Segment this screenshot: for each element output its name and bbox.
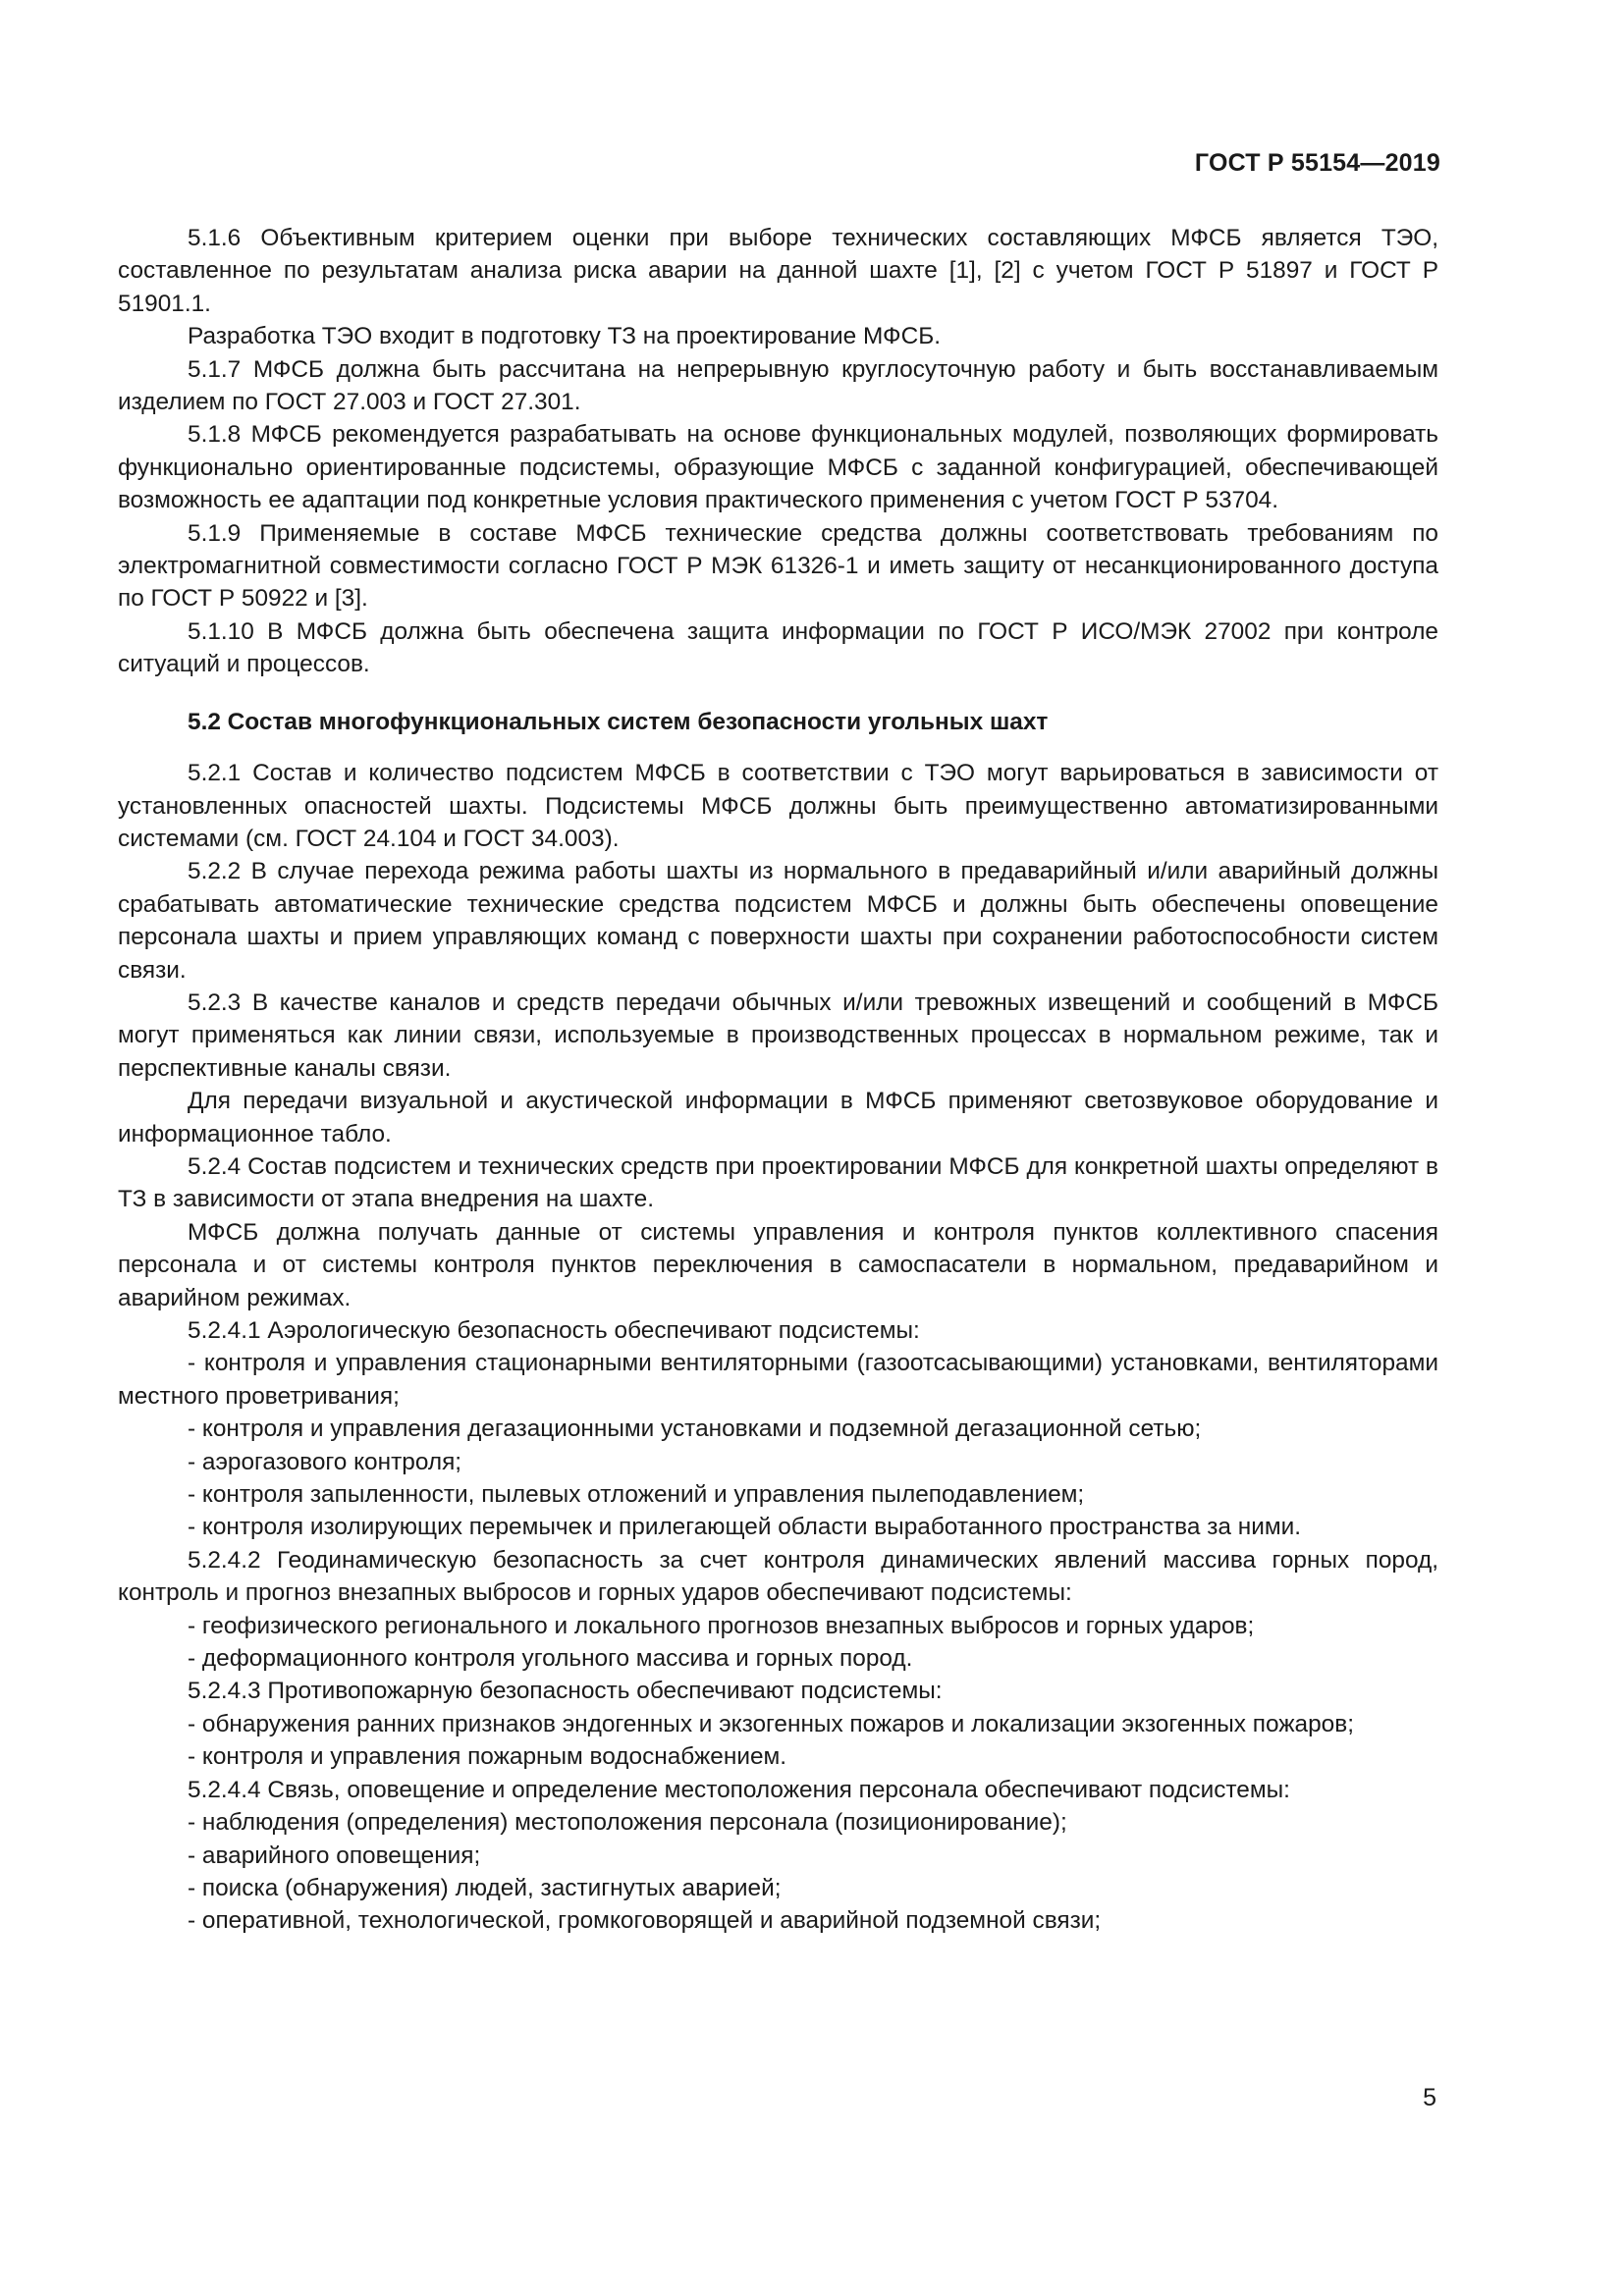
list-item: - поиска (обнаружения) людей, застигнутых аварией; — [188, 1874, 782, 1901]
list-item: - наблюдения (определения) местоположения персонала (позиционирование); — [188, 1809, 1067, 1837]
paragraph-5-1-9: 5.1.9 Применяемые в составе МФСБ технические средства должны соответствовать требованиям по электромагнитной совместимости согласно ГОСТ Р МЭК 61326-1 и иметь защиту от несанкционированного доступа по ГОСТ Р 50922 и [3]. — [118, 519, 1438, 613]
list-item: - обнаружения ранних признаков эндогенных и экзогенных пожаров и локализации экзогенных пожаров; — [188, 1710, 1354, 1737]
list-item: - оперативной, технологической, громкоговорящей и аварийной подземной связи; — [188, 1907, 1102, 1935]
list-item: - контроля изолирующих перемычек и прилегающей области выработанного пространства за ними. — [188, 1514, 1301, 1541]
list-item: - деформационного контроля угольного массива и горных пород. — [188, 1645, 913, 1673]
paragraph-visual-info: Для передачи визуальной и акустической информации в МФСБ применяют светозвуковое оборудование и информационное табло. — [118, 1088, 1438, 1148]
page-number: 5 — [1423, 2084, 1436, 2111]
list-item: - геофизического регионального и локального прогнозов внезапных выбросов и горных ударов; — [188, 1612, 1255, 1639]
paragraph-5-2-4-3: 5.2.4.3 Противопожарную безопасность обеспечивают подсистемы: — [188, 1678, 943, 1705]
paragraph-5-1-6: 5.1.6 Объективным критерием оценки при выборе технических составляющих МФСБ является ТЭО, составленное по результатам анализа риска аварии на данной шахте [1], [2] с учетом ГОСТ Р 51897 и ГОСТ Р 51901.1. — [118, 225, 1438, 317]
paragraph-5-1-10: 5.1.10 В МФСБ должна быть обеспечена защита информации по ГОСТ Р ИСО/МЭК 27002 при контроле ситуаций и процессов. — [118, 617, 1438, 678]
list-item: - контроля запыленности, пылевых отложений и управления пылеподавлением; — [188, 1481, 1085, 1509]
paragraph-5-1-8: 5.1.8 МФСБ рекомендуется разрабатывать на основе функциональных модулей, позволяющих формировать функционально ориентированные подсистемы, образующие МФСБ с заданной конфигурацией, обеспечивающей возможность ее адаптации под конкретные условия практического применения с учетом ГОСТ Р 53704. — [118, 421, 1438, 514]
section-title-5-2: 5.2 Состав многофункциональных систем безопасности угольных шахт — [188, 708, 1049, 735]
document-body — [118, 222, 1438, 1938]
paragraph-5-2-4-4: 5.2.4.4 Связь, оповещение и определение местоположения персонала обеспечивают подсистемы: — [188, 1776, 1290, 1803]
paragraph-tz: Разработка ТЭО входит в подготовку ТЗ на проектирование МФСБ. — [188, 323, 941, 350]
paragraph-5-1-7: 5.1.7 МФСБ должна быть рассчитана на непрерывную круглосуточную работу и быть восстанавливаемым изделием по ГОСТ 27.003 и ГОСТ 27.301. — [118, 355, 1438, 416]
paragraph-5-2-4-2: 5.2.4.2 Геодинамическую безопасность за счет контроля динамических явлений массива горных пород, контроль и прогноз внезапных выбросов и горных ударов обеспечивают подсистемы: — [118, 1546, 1438, 1607]
list-item: - контроля и управления пожарным водоснабжением. — [188, 1743, 787, 1771]
document-header: ГОСТ Р 55154—2019 — [1194, 149, 1440, 177]
paragraph-mfsb-data: МФСБ должна получать данные от системы управления и контроля пунктов коллективного спасения персонала и от системы контроля пунктов переключения в самоспасатели в нормальном, предаварийном и аварийном режимах. — [118, 1218, 1438, 1311]
paragraph-5-2-1: 5.2.1 Состав и количество подсистем МФСБ в соответствии с ТЭО могут варьироваться в зависимости от установленных опасностей шахты. Подсистемы МФСБ должны быть преимущественно автоматизированными системами (см. ГОСТ 24.104 и ГОСТ 34.003). — [118, 760, 1438, 852]
paragraph-5-2-3: 5.2.3 В качестве каналов и средств передачи обычных и/или тревожных извещений и сообщений в МФСБ могут применяться как линии связи, используемые в производственных процессах в нормальном режиме, так и перспективные каналы связи. — [118, 988, 1438, 1082]
paragraph-5-2-4-1: 5.2.4.1 Аэрологическую безопасность обеспечивают подсистемы: — [188, 1317, 920, 1344]
paragraph-5-2-4: 5.2.4 Состав подсистем и технических средств при проектировании МФСБ для конкретной шахты определяют в ТЗ в зависимости от этапа внедрения на шахте. — [118, 1152, 1438, 1213]
list-item: - аэрогазового контроля; — [188, 1448, 462, 1475]
list-item: - аварийного оповещения; — [188, 1842, 481, 1869]
list-item: - контроля и управления дегазационными установками и подземной дегазационной сетью; — [188, 1415, 1202, 1443]
list-item: - контроля и управления стационарными вентиляторными (газоотсасывающими) установками, вентиляторами местного проветривания; — [118, 1350, 1438, 1410]
paragraph-5-2-2: 5.2.2 В случае перехода режима работы шахты из нормального в предаварийный и/или аварийный должны срабатывать автоматические технические средства подсистем МФСБ и должны быть обеспечены оповещение персонала шахты и прием управляющих команд с поверхности шахты при сохранении работоспособности систем связи. — [118, 858, 1438, 984]
